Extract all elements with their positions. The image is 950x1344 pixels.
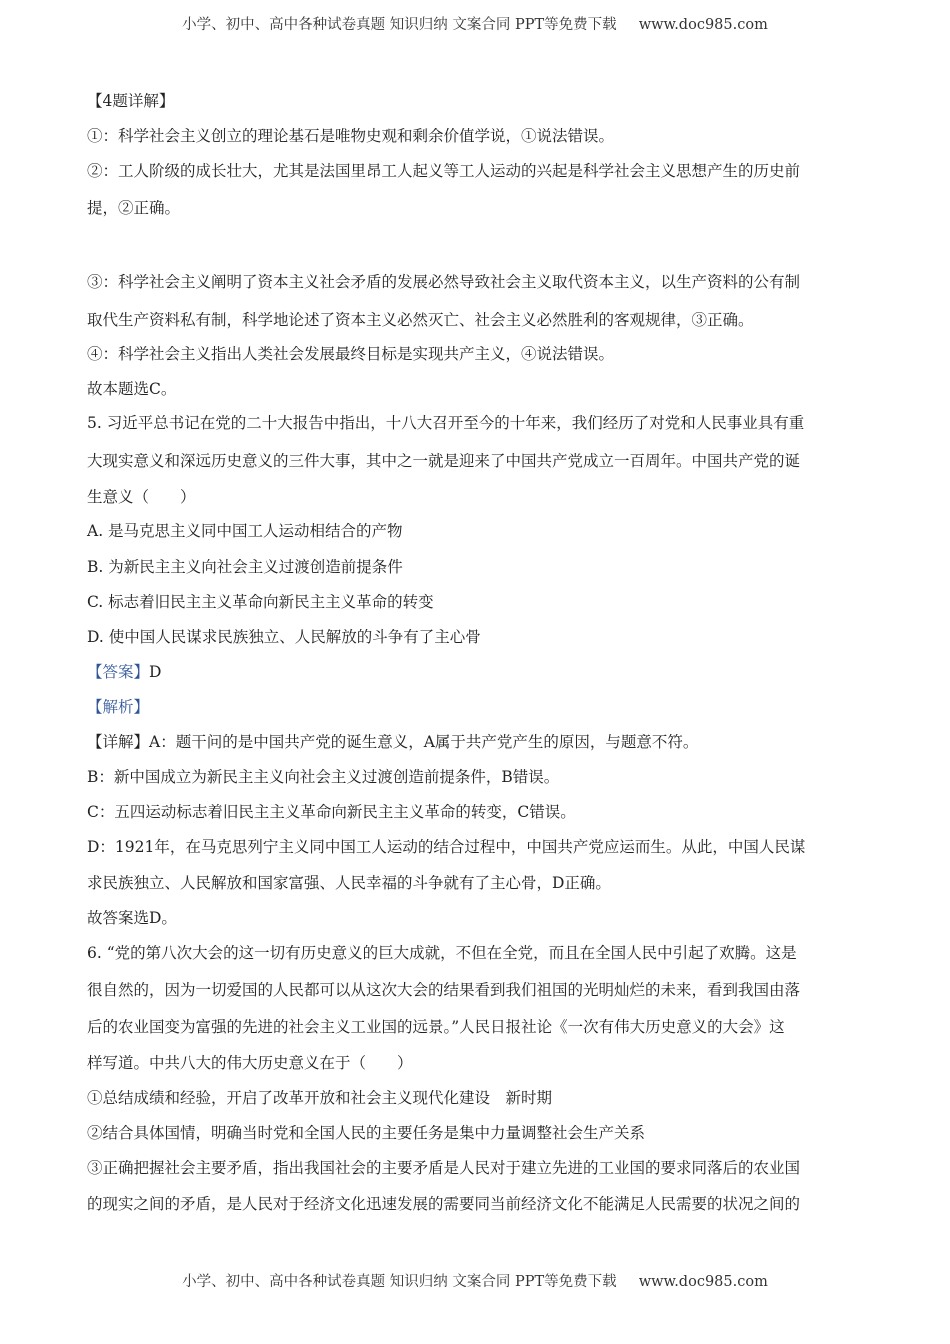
page-footer xyxy=(0,1270,950,1291)
q6-stem-line4: 样写道。中共八大的伟大历史意义在于（ ） xyxy=(87,1054,413,1072)
q5-detail-c: C：五四运动标志着旧民主主义革命向新民主主义革命的转变，C错误。 xyxy=(87,803,576,821)
q5-detail-d-line2: 求民族独立、人民解放和国家富强、人民幸福的斗争就有了主心骨，D正确。 xyxy=(87,874,611,892)
q4-detail-item2-line2: 提，②正确。 xyxy=(87,199,181,217)
q5-detail-b: B：新中国成立为新民主主义向社会主义过渡创造前提条件，B错误。 xyxy=(87,768,560,786)
q5-option-d: D. 使中国人民谋求民族独立、人民解放的斗争有了主心骨 xyxy=(87,628,481,646)
q4-detail-heading: 【4题详解】 xyxy=(87,92,175,110)
q5-answer xyxy=(87,662,161,682)
answer-value: D xyxy=(149,663,162,681)
q4-detail-item3-line1: ③：科学社会主义阐明了资本主义社会矛盾的发展必然导致社会主义取代资本主义，以生产资料的公有制 xyxy=(87,273,801,291)
q4-detail-item4: ④：科学社会主义指出人类社会发展最终目标是实现共产主义，④说法错误。 xyxy=(87,345,615,363)
q5-option-a: A. 是马克思主义同中国工人运动相结合的产物 xyxy=(87,522,403,540)
q6-item1: ①总结成绩和经验，开启了改革开放和社会主义现代化建设 新时期 xyxy=(87,1089,553,1107)
page-header xyxy=(0,13,950,34)
q5-stem-line1: 5. 习近平总书记在党的二十大报告中指出，十八大召开至今的十年来，我们经历了对党和人民事业具有重 xyxy=(87,414,805,432)
q4-detail-item3-line2: 取代生产资料私有制，科学地论述了资本主义必然灭亡、社会主义必然胜利的客观规律，③正确。 xyxy=(87,311,754,329)
footer-text: 小学、初中、高中各种试卷真题 知识归纳 文案合同 PPT等免费下载 xyxy=(182,1274,617,1290)
q4-detail-item2-line1: ②：工人阶级的成长壮大，尤其是法国里昂工人起义等工人运动的兴起是科学社会主义思想产生的历史前 xyxy=(87,162,801,180)
q5-detail-d-line1: D：1921年，在马克思列宁主义同中国工人运动的结合过程中，中国共产党应运而生。从此，中国人民谋 xyxy=(87,838,806,856)
q5-stem-line3: 生意义（ ） xyxy=(87,488,196,506)
header-site-link[interactable]: www.doc985.com xyxy=(638,17,768,33)
detail-label: 【详解】 xyxy=(87,733,150,751)
q5-analysis-label: 【解析】 xyxy=(87,698,150,716)
q5-stem-line2: 大现实意义和深远历史意义的三件大事，其中之一就是迎来了中国共产党成立一百周年。中国共产党的诞 xyxy=(87,452,801,470)
answer-label: 【答案】 xyxy=(87,663,150,681)
q5-conclusion: 故答案选D。 xyxy=(87,909,177,927)
q4-conclusion: 故本题选C。 xyxy=(87,380,177,398)
q6-stem-line1: 6. “党的第八次大会的这一切有历史意义的巨大成就，不但在全党，而且在全国人民中引起了欢腾。这是 xyxy=(87,944,797,962)
q6-stem-line2: 很自然的，因为一切爱国的人民都可以从这次大会的结果看到我们祖国的光明灿烂的未来，看到我国由落 xyxy=(87,981,801,999)
footer-site-link[interactable]: www.doc985.com xyxy=(638,1274,768,1290)
q6-item3-line1: ③正确把握社会主要矛盾，指出我国社会的主要矛盾是人民对于建立先进的工业国的要求同落后的农业国 xyxy=(87,1159,801,1177)
q6-stem-line3: 后的农业国变为富强的先进的社会主义工业国的远景。”人民日报社论《一次有伟大历史意义的大会》这 xyxy=(87,1018,785,1036)
q5-option-b: B. 为新民主主义向社会主义过渡创造前提条件 xyxy=(87,558,403,576)
header-text: 小学、初中、高中各种试卷真题 知识归纳 文案合同 PPT等免费下载 xyxy=(182,17,617,33)
q6-item3-line2: 的现实之间的矛盾，是人民对于经济文化迅速发展的需要同当前经济文化不能满足人民需要的状况之间的 xyxy=(87,1195,801,1213)
detail-a-text: A：题干问的是中国共产党的诞生意义，A属于共产党产生的原因，与题意不符。 xyxy=(149,733,699,751)
q6-item2: ②结合具体国情，明确当时党和全国人民的主要任务是集中力量调整社会生产关系 xyxy=(87,1124,646,1142)
q5-detail-a xyxy=(87,732,698,752)
q4-detail-item1: ①：科学社会主义创立的理论基石是唯物史观和剩余价值学说，①说法错误。 xyxy=(87,127,615,145)
q5-option-c: C. 标志着旧民主主义革命向新民主主义革命的转变 xyxy=(87,593,434,611)
